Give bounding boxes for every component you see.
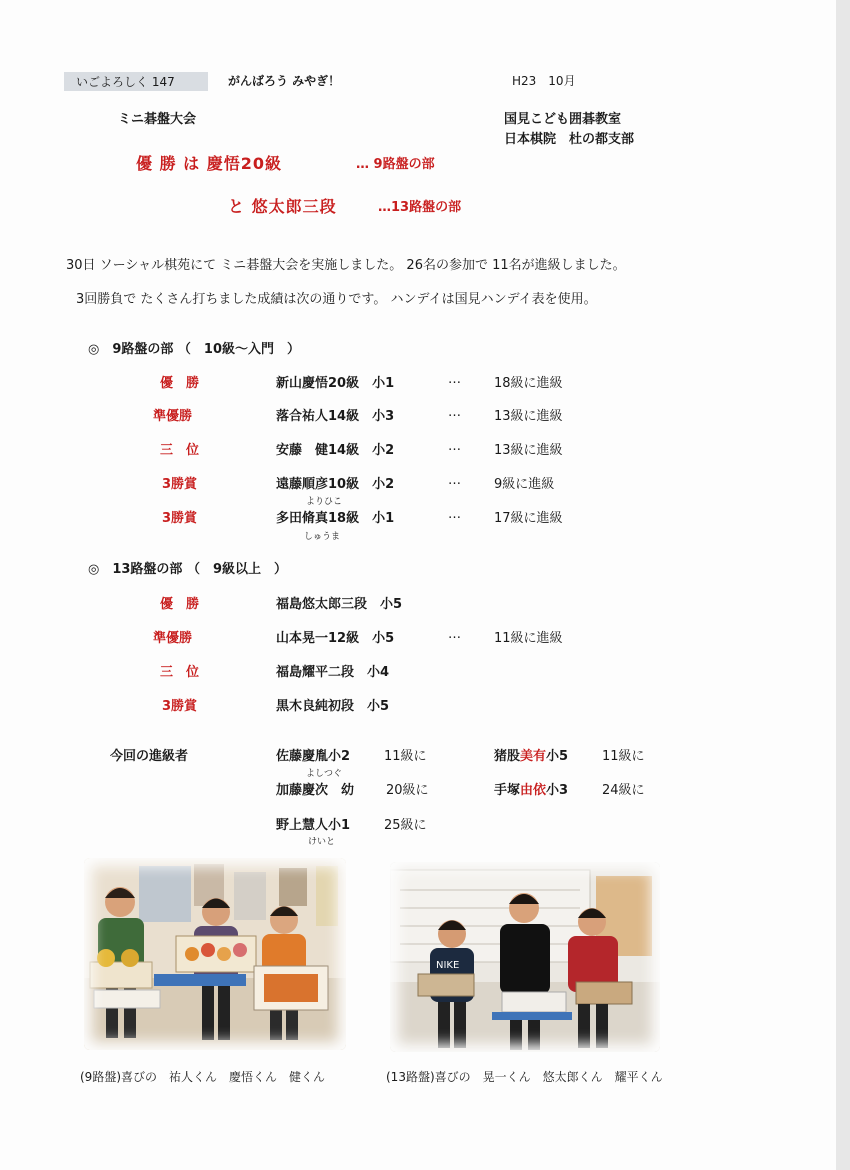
name-part-highlight: 由依 [520,783,547,798]
rank-label: 優 勝 [160,597,200,612]
ellipsis: … [448,439,461,454]
issue-date: H23 10月 [512,74,576,88]
ellipsis: … [448,627,461,642]
rank-label: 3勝賞 [162,699,198,714]
headline-note-9: … 9路盤の部 [356,157,435,172]
photo-vignette [84,858,346,1050]
promoted-name [494,779,568,798]
name-part-highlight: 美有 [520,749,547,764]
name-part: 小5 [546,749,569,764]
promoted-level: 20級に [386,783,429,798]
name-part: 手塚 [494,783,521,798]
promotion-result: 9級に進級 [494,477,555,492]
series-tag: いごよろしく 147 [64,72,208,91]
name-reading: しゅうま [304,532,341,542]
page-edge [836,0,850,1170]
player-name: 黒木良純初段 小5 [276,699,390,714]
name-reading: よりひこ [306,497,343,507]
photo-9-board-winners [84,858,346,1050]
promoted-level: 24級に [602,783,645,798]
player-name: 遠藤順彦10級 小2 [276,477,395,492]
intro-line-1: 30日 ソーシャル棋苑にて ミニ碁盤大会を実施しました。 26名の参加で 11名が進級しました。 [66,258,626,273]
rank-label: 3勝賞 [162,477,198,492]
promoted-level: 25級に [384,818,427,833]
name-reading: けいと [308,837,336,847]
slogan: がんばろう みやぎ！ [228,74,341,88]
promoted-name: 加藤慶次 幼 [276,783,355,798]
ellipsis: … [448,507,461,522]
rank-label: 準優勝 [153,409,193,424]
photo-caption-left: (9路盤)喜びの 祐人くん 慶悟くん 健くん [80,1070,325,1084]
promoted-label: 今回の進級者 [110,749,189,764]
ellipsis: … [448,473,461,488]
promotion-result: 17級に進級 [494,511,563,526]
rank-label: 準優勝 [153,631,193,646]
shirt-logo: NIKE [436,960,460,971]
section-13-title: ◎ 13路盤の部 （ 9級以上 ） [88,562,288,577]
intro-line-2: 3回勝負で たくさん打ちました成績は次の通りです。 ハンデイは国見ハンデイ表を使用。 [76,292,597,307]
player-name: 多田脩真18級 小1 [276,511,395,526]
headline-note-13: …13路盤の部 [378,200,462,215]
rank-label: 3勝賞 [162,511,198,526]
promotion-result: 18級に進級 [494,376,563,391]
promoted-name: 佐藤慶胤小2 [276,749,351,764]
promotion-result: 13級に進級 [494,409,563,424]
player-name: 落合祐人14級 小3 [276,409,395,424]
name-part: 猪股 [494,749,521,764]
rank-label: 三 位 [160,665,200,680]
rank-label: 優 勝 [160,376,200,391]
promotion-result: 13級に進級 [494,443,563,458]
player-name: 福島耀平二段 小4 [276,665,390,680]
photo-vignette [390,862,660,1052]
promoted-level: 11級に [602,749,645,764]
promoted-name: 野上慧人小1 [276,818,351,833]
player-name: 福島悠太郎三段 小5 [276,597,403,612]
promoted-level: 11級に [384,749,427,764]
ellipsis: … [448,372,461,387]
headline-winner-9: 優 勝 は 慶悟20級 [136,154,282,173]
promoted-name [494,745,568,764]
headline-winner-13: と 悠太郎三段 [228,197,337,216]
player-name: 新山慶悟20級 小1 [276,376,395,391]
photo-13-board-winners [390,862,660,1052]
section-9-title: ◎ 9路盤の部 （ 10級～入門 ） [88,342,301,357]
ellipsis: … [448,405,461,420]
promotion-result: 11級に進級 [494,631,563,646]
org-line-1: 国見こども囲碁教室 [504,112,622,127]
photo-caption-right: (13路盤)喜びの 晃一くん 悠太郎くん 耀平くん [386,1070,663,1084]
name-part: 小3 [546,783,569,798]
player-name: 山本晃一12級 小5 [276,631,395,646]
player-name: 安藤 健14級 小2 [276,443,395,458]
event-name: ミニ碁盤大会 [118,112,197,127]
org-line-2: 日本棋院 杜の都支部 [504,132,635,147]
rank-label: 三 位 [160,443,200,458]
name-reading: よしつぐ [306,769,343,779]
